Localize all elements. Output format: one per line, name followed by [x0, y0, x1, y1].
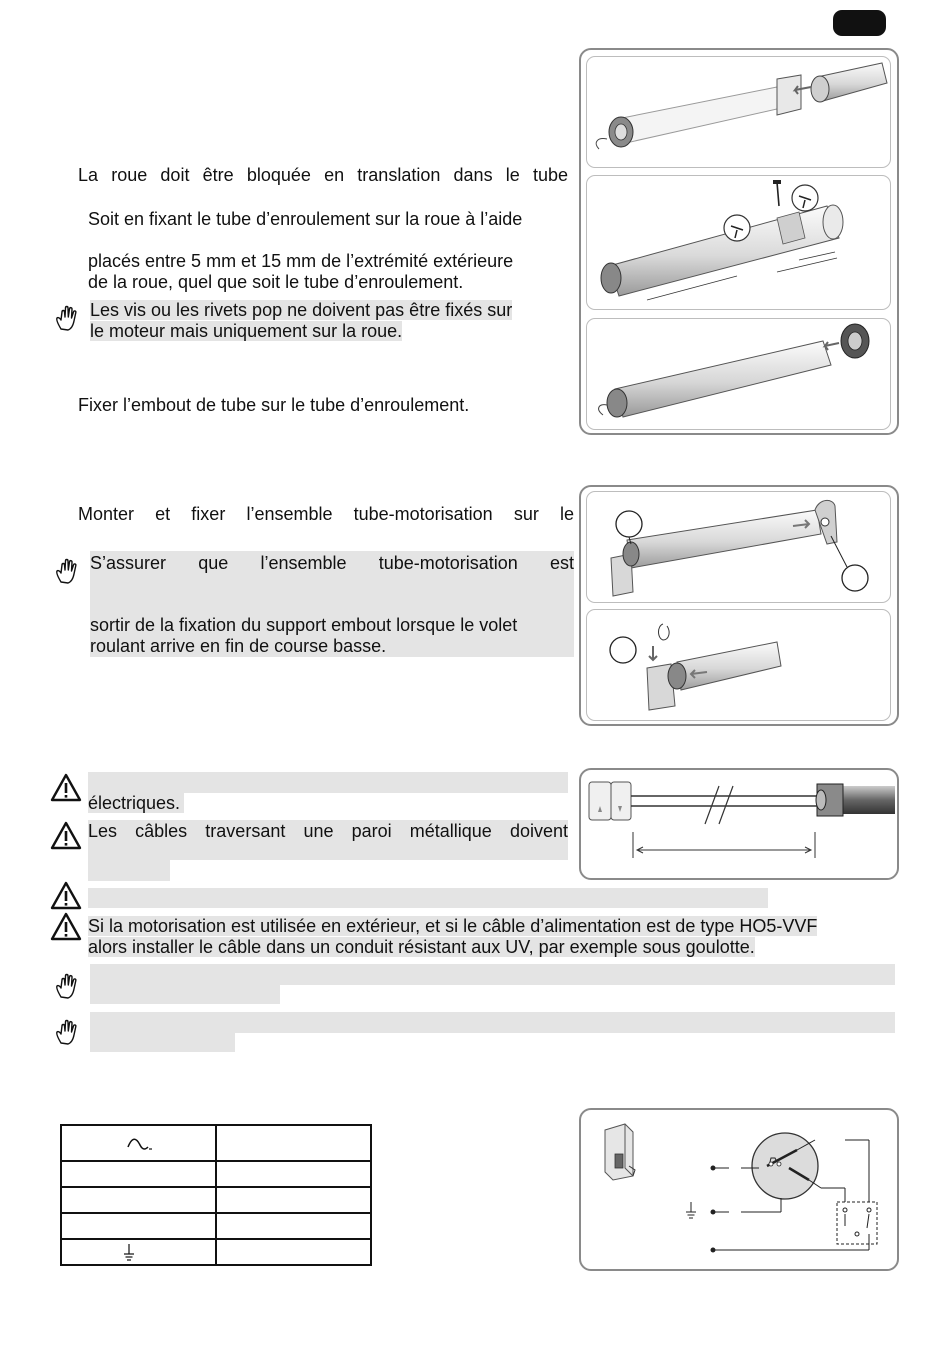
table-cell-ac: [61, 1125, 216, 1161]
table-cell: [216, 1125, 371, 1161]
paragraph-places-line2: de la roue, quel que soit le tube d’enroulement.: [88, 272, 464, 292]
warning-1-highlight-line1: [88, 772, 568, 793]
note-6-highlight-line2: [90, 1033, 235, 1052]
motor-symbol: [752, 1133, 818, 1199]
circuit-breaker-icon: [605, 1124, 635, 1180]
warning-triangle-icon: [50, 772, 82, 804]
warning-triangle-icon: [50, 880, 82, 912]
warning-exterieur-line2: [88, 937, 898, 958]
paragraph-roue-bloquee: La roue doit être bloquée en translation dans le tube: [78, 165, 568, 185]
alternating-current-symbol: [62, 1127, 215, 1159]
mounting-step1-illustration: [587, 492, 891, 603]
screw-fixing-illustration: [587, 176, 891, 310]
figure-tube-end-cap: [586, 318, 891, 430]
table-cell: [216, 1239, 371, 1265]
note-5-highlight-line1: [90, 964, 895, 985]
earth-ground-symbol: [686, 1202, 696, 1218]
table-cell: [61, 1187, 216, 1213]
table-row: [61, 1161, 371, 1187]
hand-note-icon: [52, 970, 84, 1002]
table-row: [61, 1187, 371, 1213]
warning-exterieur-line1: [88, 916, 898, 937]
note-assurer: S’assurer que l’ensemble tube-motorisation est: [90, 553, 574, 573]
mounting-step2-illustration: [587, 610, 891, 721]
motor-tube-illustration: [587, 57, 891, 168]
figure-panel-cable: [579, 768, 899, 880]
paragraph-embout: Fixer l’embout de tube sur le tube d’enroulement.: [78, 395, 470, 415]
table-row: [61, 1213, 371, 1239]
note-5-highlight-line2: [90, 985, 280, 1004]
warning-exterieur-line2-text: alors installer le câble dans un conduit résistant aux UV, par exemple sous goulotte.: [88, 937, 755, 957]
note-vis-line2-text: le moteur mais uniquement sur la roue.: [90, 321, 403, 341]
hand-note-icon: [52, 555, 84, 587]
table-cell: [216, 1161, 371, 1187]
note-vis-line1-text: Les vis ou les rivets pop ne doivent pas être fixés sur: [90, 300, 513, 320]
wiring-diagram: [581, 1110, 896, 1268]
figure-panel-mounting: [579, 485, 899, 726]
page-badge: [833, 10, 886, 36]
table-cell: [61, 1213, 216, 1239]
hand-note-icon: [52, 302, 84, 334]
warning-2-highlight-line3: [88, 860, 170, 881]
table-cell: [61, 1161, 216, 1187]
figure-panel-tube-assembly: [579, 48, 899, 435]
warning-cables: Les câbles traversant une paroi métallique doivent: [88, 821, 568, 841]
table-cell-ground: [61, 1239, 216, 1265]
paragraph-soit-fixant: Soit en fixant le tube d’enroulement sur la roue à l’aide: [88, 209, 523, 229]
note-vis-line2: [90, 321, 568, 342]
switch-symbol: [837, 1202, 877, 1244]
cable-routing-illustration: [581, 770, 896, 877]
note-6-highlight-line1: [90, 1012, 895, 1033]
warning-triangle-icon: [50, 911, 82, 943]
warning-triangle-icon: [50, 820, 82, 852]
table-cell: [216, 1213, 371, 1239]
note-vis-line1: [90, 300, 568, 321]
figure-insert-wheel: [586, 56, 891, 168]
warning-3-highlight: [88, 888, 768, 908]
warning-exterieur-line1-text: Si la motorisation est utilisée en extérieur, et si le câble d’alimentation est de type HO5-VVF: [88, 916, 818, 936]
wiring-table: [60, 1124, 372, 1266]
note-sortir-line1: sortir de la fixation du support embout lorsque le volet: [90, 615, 518, 635]
figure-mount-step2: [586, 609, 891, 721]
figure-screw-fixing: [586, 175, 891, 310]
table-row: [61, 1125, 371, 1161]
warning-1-electriques: électriques.: [88, 793, 184, 813]
earth-ground-symbol: [62, 1241, 215, 1263]
figure-mount-step1: [586, 491, 891, 603]
paragraph-places-line1: placés entre 5 mm et 15 mm de l’extrémité extérieure: [88, 251, 514, 271]
table-cell: [216, 1187, 371, 1213]
hand-note-icon: [52, 1016, 84, 1048]
control-switch-icon: [589, 782, 611, 820]
note-sortir-line2: roulant arrive en fin de course basse.: [90, 636, 387, 656]
end-cap-illustration: [587, 319, 891, 430]
figure-panel-wiring: [579, 1108, 899, 1271]
warning-1-line2: [88, 793, 184, 814]
paragraph-monter: Monter et fixer l’ensemble tube-motorisation sur le: [78, 504, 574, 524]
table-row: [61, 1239, 371, 1265]
